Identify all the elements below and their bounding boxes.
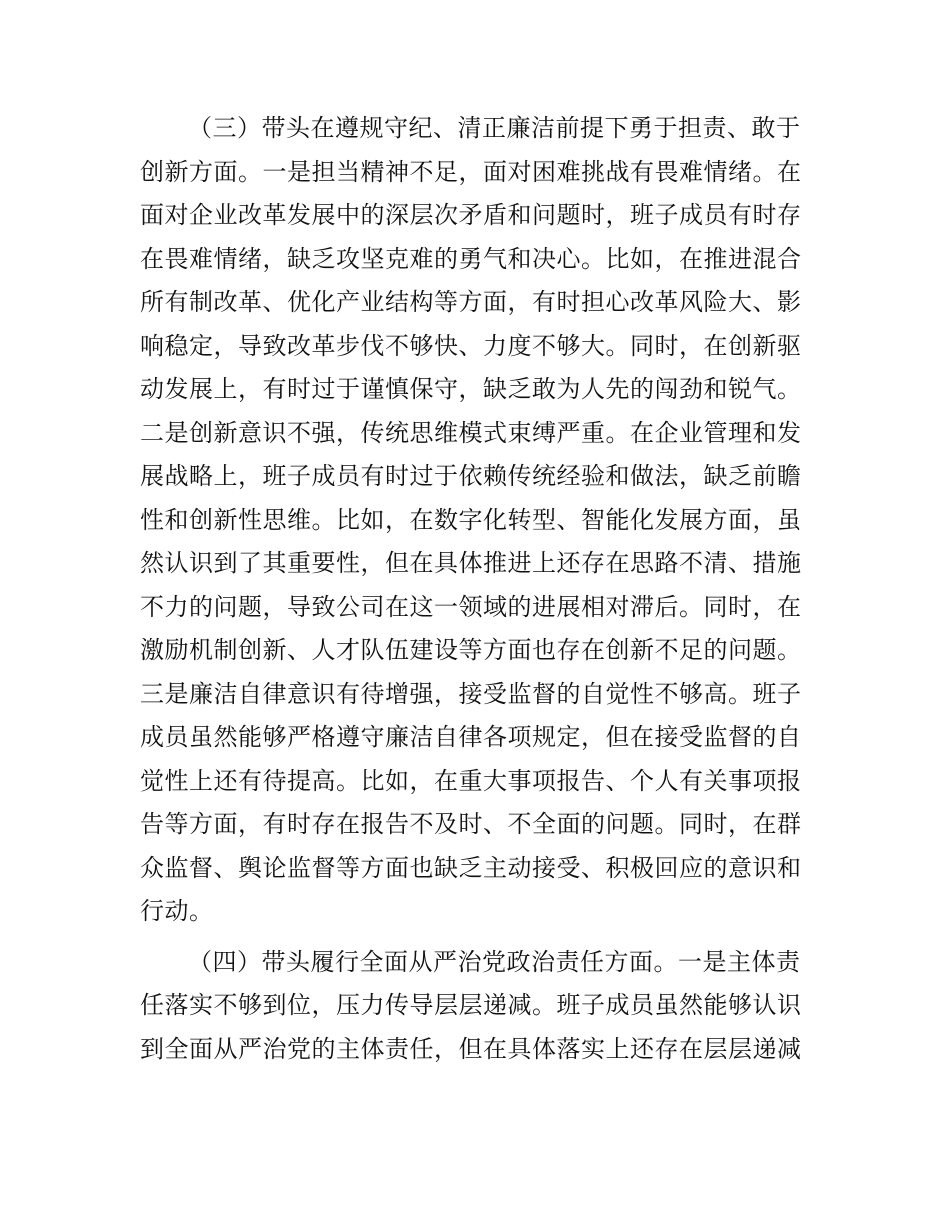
paragraph-section-4: （四）带头履行全面从严治党政治责任方面。一是主体责任落实不够到位，压力传导层层递减。班子成员虽然能够认识到全面从严治党的主体责任，但在具体落实上还存在层层递减 [140, 947, 802, 1063]
paragraph-section-3: （三）带头在遵规守纪、清正廉洁前提下勇于担责、敢于创新方面。一是担当精神不足，面对困难挑战有畏难情绪。在面对企业改革发展中的深层次矛盾和问题时，班子成员有时存在畏难情绪，缺乏攻坚克难的勇气和决心。比如，在推进混合所有制改革、优化产业结构等方面，有时担心改革风险大、影响稳定，导致改革步伐不够快、力度不够大。同时，在创新驱动发展上，有时过于谨慎保守，缺乏敢为人先的闯劲和锐气。二是创新意识不强，传统思维模式束缚严重。在企业管理和发展战略上，班子成员有时过于依赖传统经验和做法，缺乏前瞻性和创新性思维。比如，在数字化转型、智能化发展方面，虽然认识到了其重要性，但在具体推进上还存在思路不清、措施不力的问题，导致公司在这一领域的进展相对滞后。同时，在激励机制创新、人才队伍建设等方面也存在创新不足的问题。三是廉洁自律意识有待增强，接受监督的自觉性不够高。班子成员虽然能够严格遵守廉洁自律各项规定，但在接受监督的自觉性上还有待提高。比如，在重大事项报告、个人有关事项报告等方面，有时存在报告不及时、不全面的问题。同时，在群众监督、舆论监督等方面也缺乏主动接受、积极回应的意识和行动。 [140, 114, 802, 925]
document-body [140, 107, 812, 1071]
